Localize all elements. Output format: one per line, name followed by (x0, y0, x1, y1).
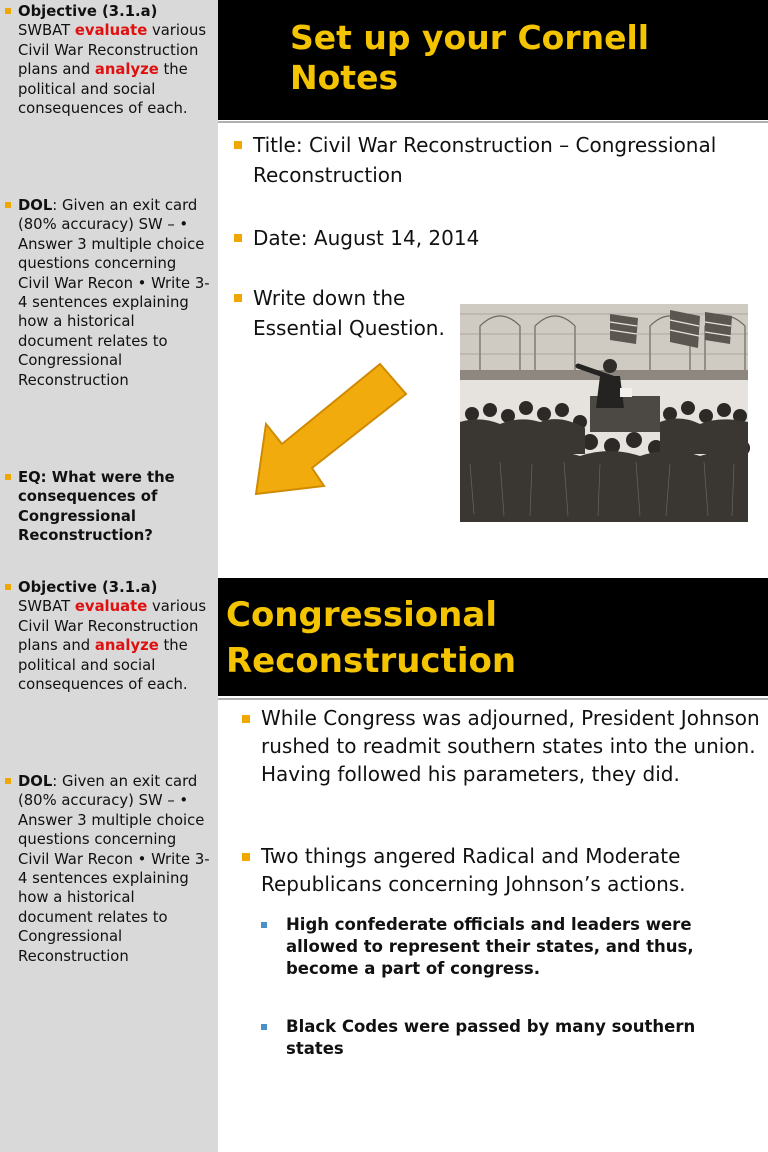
congressional-debate-engraving (460, 304, 748, 522)
dol-item (18, 772, 210, 966)
objective-sidebar (0, 576, 218, 1152)
black-codes-sub-bullet (286, 1016, 754, 1060)
objective-text-pre: SWBAT (18, 22, 75, 40)
adjourned-bullet-text: While Congress was adjourned, President Johnson rushed to readmit southern states into the union. Having followed his parameters, they did. (261, 706, 760, 786)
objective-label: Objective (3.1.a) (18, 3, 158, 20)
arrow-down-left-icon (250, 360, 410, 500)
slide-title-line-2: Reconstruction (226, 641, 517, 681)
angered-bullet-text: Two things angered Radical and Moderate Republicans concerning Johnson’s actions. (261, 844, 686, 896)
objective-text-pre: SWBAT (18, 598, 75, 616)
essential-question-text: EQ: What were the consequences of Congressional Reconstruction? (18, 469, 175, 545)
slide-title (290, 18, 649, 98)
slide-title (226, 592, 516, 684)
officials-sub-bullet (286, 914, 754, 980)
objective-verb-analyze: analyze (94, 61, 159, 79)
objective-verb-evaluate: evaluate (74, 22, 148, 40)
dol-label: DOL (18, 197, 53, 214)
objective-label: Objective (3.1.a) (18, 579, 158, 596)
dol-item (18, 196, 210, 390)
title-bullet-line-1: Title: Civil War Reconstruction – Congressional (253, 133, 717, 157)
black-codes-sub-bullet-text: Black Codes were passed by many southern states (286, 1017, 696, 1058)
objective-verb-analyze: analyze (94, 637, 159, 655)
angered-bullet (261, 842, 761, 898)
slide-title-line-1: Set up your Cornell (290, 18, 650, 57)
title-bullet (253, 130, 758, 190)
slide-congressional-reconstruction (0, 576, 768, 1152)
slide-title-line-1: Congressional (226, 595, 497, 635)
objective-text-mid: various Civil War Reconstruction plans and (18, 598, 207, 655)
adjourned-bullet (261, 704, 761, 788)
eq-bullet-line-1: Write down the (253, 286, 406, 310)
objective-text-mid: various Civil War Reconstruction plans and (18, 22, 207, 79)
dol-text: : Given an exit card (80% accuracy) SW – • Answer 3 multiple choice questions concerning Civil War Recon • Write 3-4 sentences explaining how a historical document relates to Congressional Reconstruction (18, 197, 210, 389)
dol-text: : Given an exit card (80% accuracy) SW – • Answer 3 multiple choice questions concerning Civil War Recon • Write 3-4 sentences explaining how a historical document relates to Congressional Reconstruction (18, 773, 210, 965)
title-bullet-line-2: Reconstruction (253, 163, 403, 187)
date-bullet (253, 223, 758, 253)
slide-title-bar (218, 578, 768, 696)
eq-bullet (253, 283, 463, 343)
objective-sidebar (0, 0, 218, 576)
essential-question-item (18, 468, 210, 546)
objective-item (18, 578, 210, 694)
officials-sub-bullet-text: High confederate officials and leaders were allowed to represent their states, and thus, become a part of congress. (286, 915, 694, 978)
date-bullet-text: Date: August 14, 2014 (253, 226, 480, 250)
objective-verb-evaluate: evaluate (74, 598, 148, 616)
eq-bullet-line-2: Essential Question. (253, 316, 445, 340)
title-divider (218, 121, 768, 123)
objective-item (18, 2, 210, 118)
objective-text-post: the political and social consequences of each. (18, 61, 188, 118)
title-divider (218, 698, 768, 700)
objective-text-post: the political and social consequences of each. (18, 637, 188, 694)
dol-label: DOL (18, 773, 53, 790)
slide-title-bar (218, 0, 768, 120)
slide-title-line-2: Notes (290, 58, 399, 97)
